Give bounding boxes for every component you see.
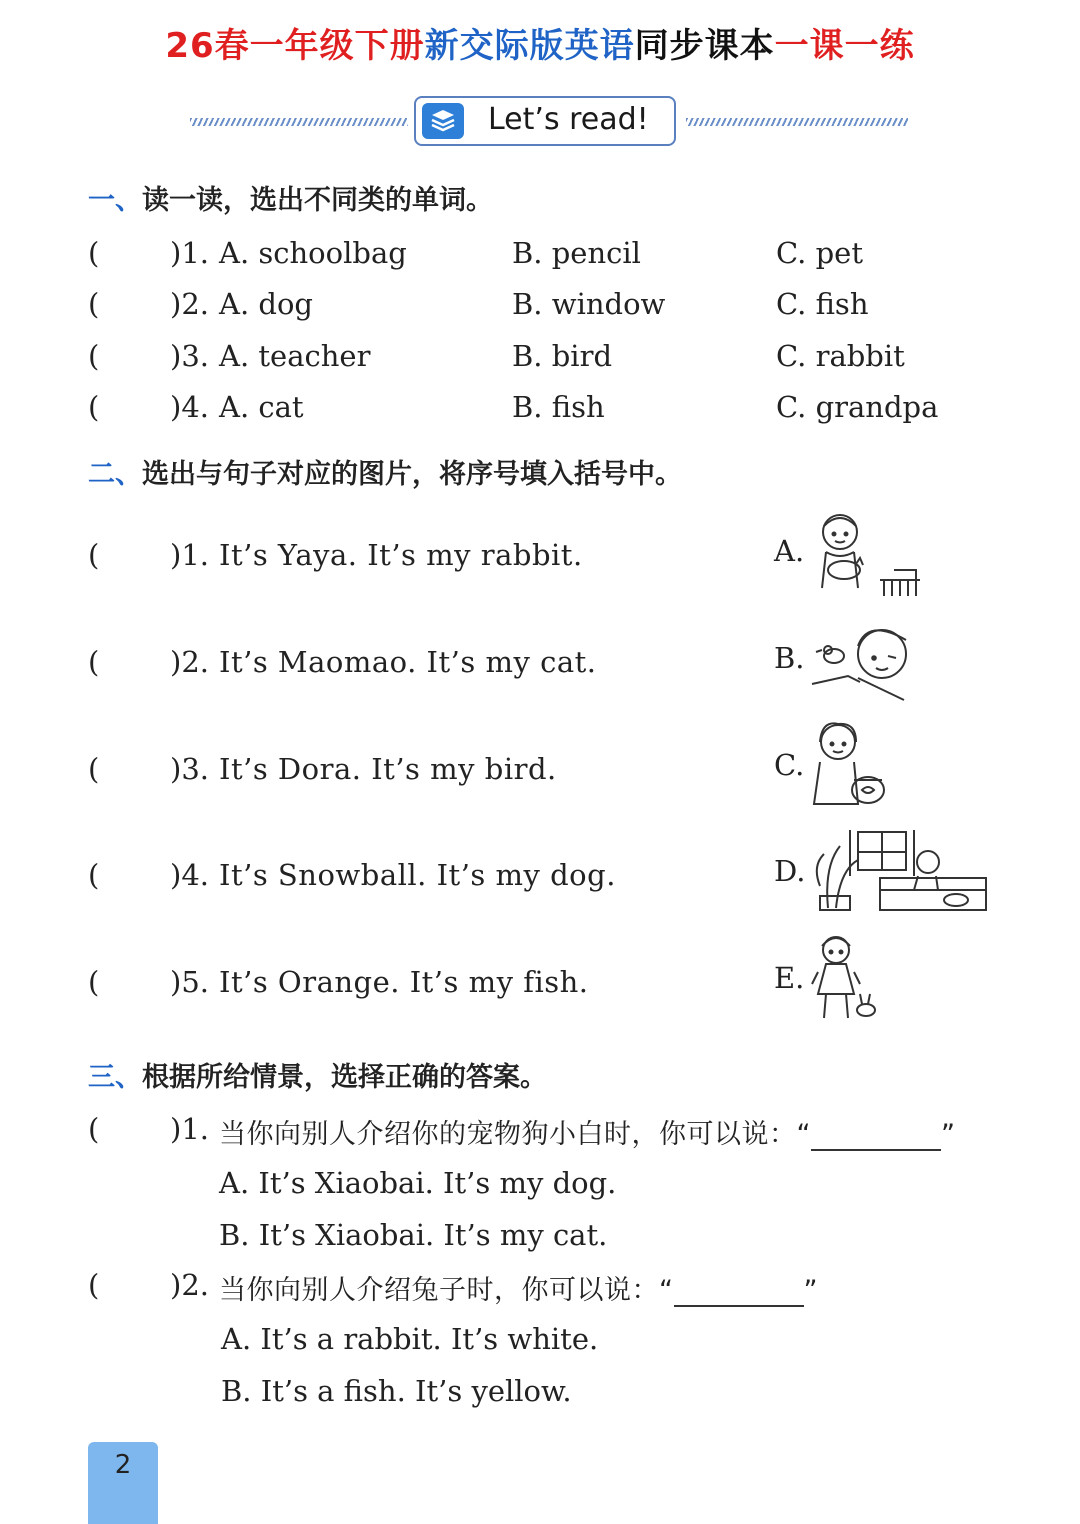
sentence: It’s Maomao. It’s my cat. [219,645,597,679]
closing-quote: ” [941,1119,956,1150]
question-number: )1. [170,236,209,270]
title-part-grade: 26春一年级下册 [165,26,425,66]
section-1-heading [88,178,493,217]
question-number: )1. [170,1112,209,1146]
question-number: )5. [170,965,209,999]
answer-paren[interactable]: ( [88,1268,100,1302]
answer-paren[interactable]: ( [88,236,100,270]
s3-q2-option-a: A. It’s a rabbit. It’s white. [221,1322,599,1356]
sentence: It’s Dora. It’s my bird. [219,752,557,786]
question-number: )2. [170,1268,209,1302]
sentence: It’s Orange. It’s my fish. [219,965,589,999]
answer-paren[interactable]: ( [88,858,100,892]
scenario-text [219,1112,956,1151]
scenario-prompt: 当你向别人介绍兔子时，你可以说：“ [219,1275,674,1306]
question-number: )1. [170,538,209,572]
banner-divider-right [686,118,908,126]
section-2-number: 二、 [88,459,142,490]
answer-paren[interactable]: ( [88,339,100,373]
option-a: A. teacher [219,339,371,373]
option-b: B. fish [512,390,605,424]
sentence: It’s Yaya. It’s my rabbit. [219,538,583,572]
book-stack-icon [422,103,464,139]
question-number: )4. [170,390,209,424]
s3-q1-option-b: B. It’s Xiaobai. It’s my cat. [219,1218,608,1252]
answer-paren[interactable]: ( [88,390,100,424]
option-b: B. window [512,287,666,321]
picture-label: A. [774,534,805,568]
page-number-tab [88,1442,158,1524]
banner-divider-left [190,118,408,126]
section-2-heading [88,452,682,491]
s3-q2-option-b: B. It’s a fish. It’s yellow. [221,1374,572,1408]
picture-e-girl-with-rabbit [808,932,884,1024]
answer-paren[interactable]: ( [88,752,100,786]
answer-paren[interactable]: ( [88,1112,100,1146]
question-number: )2. [170,645,209,679]
answer-paren[interactable]: ( [88,965,100,999]
option-a: A. cat [219,390,304,424]
option-a: A. schoolbag [219,236,407,270]
section-3-number: 三、 [88,1062,142,1093]
question-number: )3. [170,752,209,786]
answer-paren[interactable]: ( [88,645,100,679]
page-title [0,18,1080,67]
section-1-instruction: 读一读，选出不同类的单词。 [142,185,493,216]
banner-label: Let’s read! [488,102,649,137]
scenario-text [219,1268,818,1307]
title-part-edition: 新交际版英语 [424,26,635,66]
answer-paren[interactable]: ( [88,287,100,321]
picture-b-boy-with-bird [808,612,920,704]
picture-label: D. [774,854,806,888]
picture-d-boy-reading-with-dog [810,826,996,916]
option-c: C. pet [776,236,863,270]
title-part-practice: 一课一练 [774,26,915,66]
question-number: )2. [170,287,209,321]
section-3-instruction: 根据所给情景，选择正确的答案。 [142,1062,547,1093]
picture-a-girl-with-cat [808,508,928,600]
option-c: C. rabbit [776,339,905,373]
scenario-prompt: 当你向别人介绍你的宠物狗小白时，你可以说：“ [219,1119,811,1150]
picture-label: E. [774,961,805,995]
page-number: 2 [114,1450,132,1480]
option-b: B. bird [512,339,613,373]
option-a: A. dog [219,287,313,321]
answer-blank[interactable] [674,1277,804,1307]
picture-label: C. [774,748,805,782]
closing-quote: ” [803,1275,818,1306]
option-c: C. fish [776,287,869,321]
sentence: It’s Snowball. It’s my dog. [219,858,616,892]
s3-q1-option-a: A. It’s Xiaobai. It’s my dog. [219,1166,617,1200]
picture-c-girl-with-fishbowl [808,718,888,810]
section-2-instruction: 选出与句子对应的图片，将序号填入括号中。 [142,459,682,490]
section-1-number: 一、 [88,185,142,216]
option-b: B. pencil [512,236,641,270]
answer-paren[interactable]: ( [88,538,100,572]
lets-read-banner [414,96,676,146]
answer-blank[interactable] [811,1121,941,1151]
option-c: C. grandpa [776,390,939,424]
question-number: )3. [170,339,209,373]
picture-label: B. [774,641,805,675]
question-number: )4. [170,858,209,892]
section-3-heading [88,1055,547,1094]
title-part-book: 同步课本 [634,26,775,66]
